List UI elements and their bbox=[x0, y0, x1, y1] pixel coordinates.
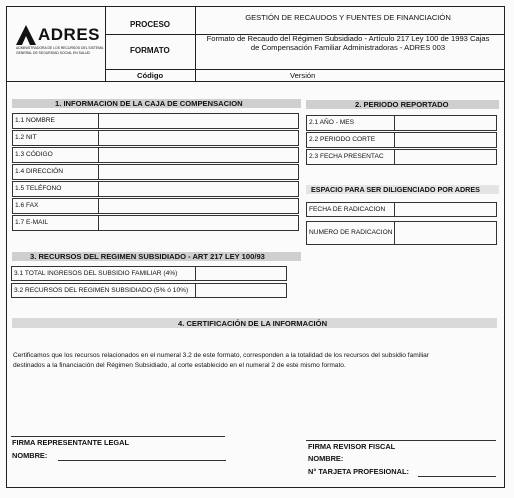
legal-rep-signature-line bbox=[11, 436, 225, 437]
proceso-label: PROCESO bbox=[130, 20, 171, 29]
field-fecha-presentacion[interactable] bbox=[306, 149, 497, 165]
revisor-title: FIRMA REVISOR FISCAL bbox=[308, 442, 396, 451]
field-label: 1.1 NOMBRE bbox=[13, 114, 99, 128]
legal-rep-name-label: NOMBRE: bbox=[12, 451, 48, 460]
field-email[interactable] bbox=[12, 215, 299, 231]
proceso-value: GESTIÓN DE RECAUDOS Y FUENTES DE FINANCIACIÓN bbox=[245, 13, 451, 22]
field-label: 1.6 FAX bbox=[13, 199, 99, 213]
field-label: 3.2 RECURSOS DEL REGIMEN SUBSIDIADO (5% ó 10%) bbox=[12, 284, 196, 297]
logo-line1: ADMINISTRADORA DE LOS RECURSOS DEL SISTEMA bbox=[16, 46, 104, 50]
field-fecha-radicacion[interactable] bbox=[306, 202, 497, 217]
field-direccion[interactable] bbox=[12, 164, 299, 180]
field-label: NUMERO DE RADICACION bbox=[307, 222, 395, 244]
field-recursos-regimen[interactable] bbox=[11, 283, 287, 298]
field-label: 3.1 TOTAL INGRESOS DEL SUBSIDIO FAMILIAR (4%) bbox=[12, 267, 196, 280]
field-label: 1.5 TELÉFONO bbox=[13, 182, 99, 196]
field-total-ingresos[interactable] bbox=[11, 266, 287, 281]
legal-rep-title: FIRMA REPRESENTANTE LEGAL bbox=[12, 438, 130, 447]
certification-text-line1: Certificamos que los recursos relacionados en el numeral 3.2 de este formato, corresponden a la totalidad de los recursos del subsidio familiar bbox=[13, 352, 429, 359]
field-label: 2.2 PERIODO CORTE bbox=[307, 133, 395, 147]
legal-rep-name-line[interactable] bbox=[58, 460, 226, 461]
section3-title: 3. RECURSOS DEL REGIMEN SUBSIDIADO - ART 217 LEY 100/93 bbox=[30, 252, 265, 261]
formato-label: FORMATO bbox=[130, 46, 170, 55]
revisor-signature-line bbox=[306, 440, 496, 441]
field-anio-mes[interactable] bbox=[306, 115, 497, 131]
certification-text-line2: destinados a la financiación del Régimen Subsidiado, al corte establecido en el numeral 2 de este mismo formato. bbox=[13, 362, 346, 369]
section2-title: 2. PERIODO REPORTADO bbox=[355, 100, 449, 109]
revisor-card-label: N° TARJETA PROFESIONAL: bbox=[308, 467, 409, 476]
field-telefono[interactable] bbox=[12, 181, 299, 197]
field-label: 1.7 E-MAIL bbox=[13, 216, 99, 230]
section4-title: 4. CERTIFICACIÓN DE LA INFORMACIÓN bbox=[178, 319, 328, 328]
section1-title: 1. INFORMACION DE LA CAJA DE COMPENSACION bbox=[55, 99, 243, 108]
field-nit[interactable] bbox=[12, 130, 299, 146]
logo-name: ADRES bbox=[38, 25, 101, 44]
adres-space-title: ESPACIO PARA SER DILIGENCIADO POR ADRES bbox=[311, 185, 480, 194]
formato-value: Formato de Recaudo del Régimen Subsidiado - Artículo 217 Ley 100 de 1993 Cajas de Compensación Familiar Administradoras - ADRES 003 bbox=[206, 34, 490, 52]
adres-logo bbox=[14, 22, 104, 62]
field-label: 1.4 DIRECCIÓN bbox=[13, 165, 99, 179]
codigo-label: Código bbox=[137, 71, 164, 80]
field-numero-radicacion[interactable] bbox=[306, 221, 497, 245]
field-label: 2.3 FECHA PRESENTAC bbox=[307, 150, 395, 164]
field-codigo[interactable] bbox=[12, 147, 299, 163]
adres-logo-icon bbox=[16, 25, 36, 45]
revisor-name-label: NOMBRE: bbox=[308, 454, 344, 463]
version-label: Versión bbox=[290, 71, 316, 80]
field-label: 1.2 NIT bbox=[13, 131, 99, 145]
field-label: FECHA DE RADICACION bbox=[307, 203, 395, 216]
field-label: 1.3 CÓDIGO bbox=[13, 148, 99, 162]
field-fax[interactable] bbox=[12, 198, 299, 214]
field-nombre[interactable] bbox=[12, 113, 299, 129]
field-label: 2.1 AÑO - MES bbox=[307, 116, 395, 130]
revisor-card-line[interactable] bbox=[418, 476, 496, 477]
logo-line2: GENERAL DE SEGURIDAD SOCIAL EN SALUD bbox=[16, 51, 90, 55]
field-periodo-corte[interactable] bbox=[306, 132, 497, 148]
